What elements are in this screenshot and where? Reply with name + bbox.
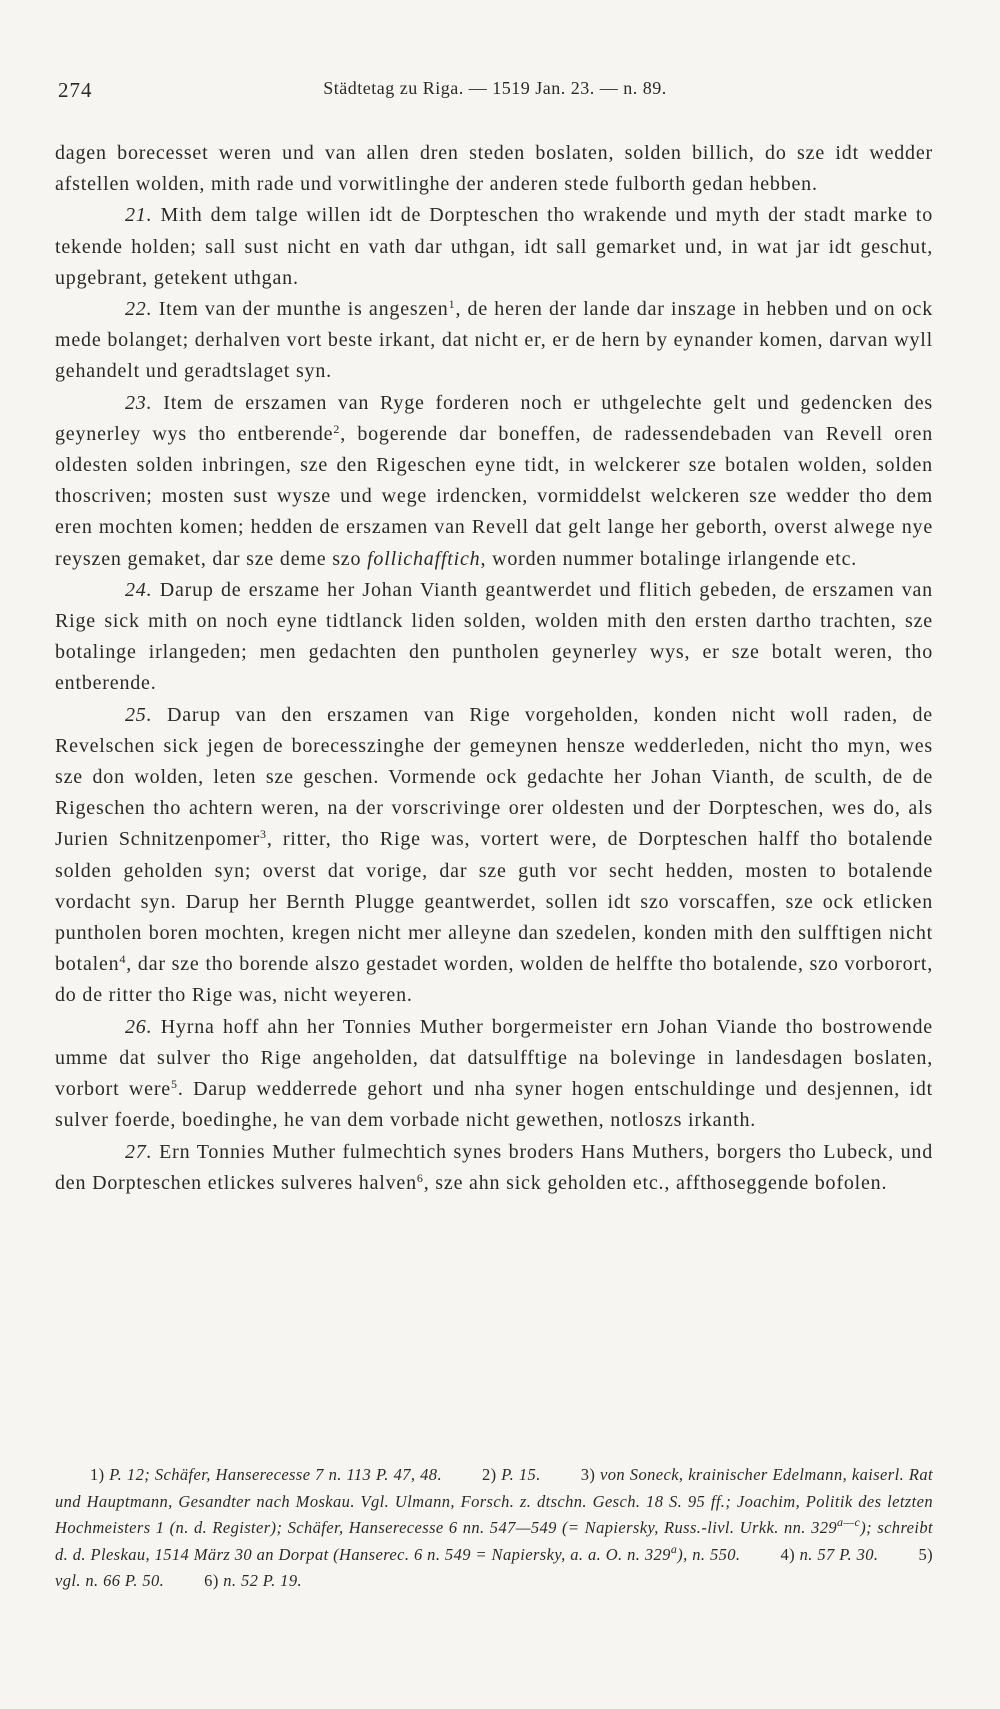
footnote-ref: 3 bbox=[260, 827, 267, 842]
paragraph-number: 22. bbox=[125, 298, 153, 321]
paragraph-text: Item de erszamen van Ryge forderen noch er uthgelechte gelt und gedencken des geynerley wys tho entberende bbox=[55, 391, 933, 445]
paragraph-number: 27. bbox=[125, 1140, 153, 1163]
footnote-ref: 6 bbox=[416, 1170, 424, 1185]
paragraph-27 bbox=[55, 1137, 933, 1199]
paragraph-text: . Darup wedderrede gehort und nha syner hogen entschuldinge und desjennen, idt sulver foerde, boedinghe, he van dem vorbade nicht gewethen, notloszs irkanth. bbox=[55, 1078, 933, 1132]
footnote-mark: 1) bbox=[90, 1465, 105, 1484]
main-text bbox=[55, 138, 933, 1199]
italic-word: follichafftich bbox=[367, 547, 481, 570]
paragraph-number: 23. bbox=[125, 391, 153, 414]
paragraph-text: Darup van den erszamen van Rige vorgeholden, konden nicht woll raden, de Revelschen sick jegen de borecesszinghe der gemeynen hensze wedderleden, nicht tho myn, wes sze don wolden, leten sze geschen. Vormende ock gedachte her Johan Vianth, de sculth, de de Rigeschen tho achtern weren, na der vorscrivinge orer oldesten und der Dorpteschen, wes do, als Jurien Schnitzenpomer bbox=[55, 703, 933, 851]
paragraph-text: , de heren der lande dar inszage in hebben und on ock mede bolanget; derhalven vort beste irkant, dat nicht er, er de hern by eynander komen, darvan wyll gehandelt und geradtslaget syn. bbox=[55, 298, 933, 383]
footnote-ref: 2 bbox=[333, 421, 341, 436]
running-head: Städtetag zu Riga. — 1519 Jan. 23. — n. 89. bbox=[323, 78, 667, 98]
paragraph-text: , ritter, tho Rige was, vortert were, de Dorpteschen halff tho botalende solden geholden syn; overst dat vorige, dar sze guth vor secht hedden, mosten to botalende vordacht syn. Darup her Bernth Plugge geantwerdet, sollen idt szo vorscaffen, sze ock etlicken puntholen boren mochten, kregen nicht mer alleyne dan szedelen, konden mith den sulfftigen nicht botalen bbox=[55, 828, 933, 976]
footnote-ref: 4 bbox=[119, 952, 127, 967]
paragraph-26 bbox=[55, 1012, 933, 1137]
page-header bbox=[55, 70, 935, 110]
footnote-mark: 5) bbox=[918, 1544, 934, 1564]
footnote-3-cont: ); schreibt d. d. Pleskau, 1514 März 30 an Dorpat (Hanserec. 6 n. 549 = Napiersky, a. a. O. n. 329 bbox=[55, 1518, 933, 1564]
paragraph-text: , dar sze tho borende alszo gestadet worden, wolden de helffte tho botalende, szo vorborort, do de ritter tho Rige was, nicht weyeren. bbox=[55, 953, 933, 1007]
paragraph-number: 21. bbox=[125, 204, 153, 227]
paragraph-text: Ern Tonnies Muther fulmechtich synes broders Hans Muthers, borgers tho Lubeck, und den Dorpteschen etlickes sulveres halven bbox=[55, 1140, 933, 1194]
paragraph-22 bbox=[55, 294, 933, 388]
footnote-2: P. 15. bbox=[501, 1465, 541, 1484]
footnote-mark: 6) bbox=[204, 1571, 219, 1590]
paragraph-text: Item van der munthe is angeszen bbox=[158, 298, 449, 321]
footnote-1: P. 12; Schäfer, Hanserecesse 7 n. 113 P. 47, 48. bbox=[109, 1465, 442, 1484]
paragraph-24 bbox=[55, 575, 933, 700]
footnote-3: von Soneck, krainischer Edelmann, kaiserl. Rat und Hauptmann, Gesandter nach Moskau. Vgl. Ulmann, Forsch. z. dtschn. Gesch. 18 S. 95 ff.; Joachim, Politik des letzten Hochmeisters 1 (n. d. Register); Schäfer, Hanserecesse 6 nn. 547—549 (= Napiersky, Russ.-livl. Urkk. nn. 329 bbox=[55, 1465, 933, 1537]
footnote-mark: 2) bbox=[481, 1465, 497, 1484]
footnote-mark: 4) bbox=[780, 1544, 795, 1564]
paragraph-number: 24. bbox=[125, 578, 153, 601]
footnote-block bbox=[55, 1462, 933, 1595]
footnote-ref: 1 bbox=[448, 297, 456, 312]
paragraph-text: , worden nummer botalinge irlangende etc. bbox=[480, 547, 858, 570]
paragraph-text: Hyrna hoff ahn her Tonnies Muther borgermeister ern Johan Viande tho bostrowende umme dat sulver tho Rige angeholden, dat datsulfftige na bolevinge in landesdagen boslaten, vorbort were bbox=[55, 1015, 933, 1101]
page-number: 274 bbox=[58, 78, 93, 102]
paragraph-25 bbox=[55, 700, 933, 1012]
paragraph-text: Mith dem talge willen idt de Dorpteschen tho wrakende und myth der stadt marke to tekende holden; sall sust nicht en vath dar uthgan, idt sall gemarket und, in wat jar idt geschut, upgebrant, getekent uthgan. bbox=[55, 204, 933, 289]
paragraph-23 bbox=[55, 388, 933, 575]
footnote-5: vgl. n. 66 P. 50. bbox=[55, 1571, 165, 1590]
paragraph-text: , bogerende dar boneffen, de radessendebaden van Revell oren oldesten solden inbringen, sze den Rigeschen eyne tidt, in welckerer sze botalen wolden, solden thoscriven; mosten sust wysze und wege irdencken, vormiddelst welckeren sze wedder tho dem eren mochten komen; hedden de erszamen van Revell dat gelt lange her geborth, overst alwege nye reyszen gemaket, dar sze deme szo bbox=[55, 422, 933, 570]
paragraph-number: 25. bbox=[125, 703, 153, 726]
footnote-superscript: a bbox=[670, 1541, 678, 1556]
paragraph-21 bbox=[55, 200, 933, 294]
footnote-4: n. 57 P. 30. bbox=[799, 1544, 879, 1564]
paragraph-text: Darup de erszame her Johan Vianth geantwerdet und flitich gebeden, de erszamen van Rige sick mith on noch eyne tidtlanck liden solden, wolden mith den ersten dartho trachten, sze botalinge irlangeden; men gedachten den puntholen geynerley wys, er sze botalt weren, tho entberende. bbox=[55, 578, 933, 695]
footnote-3-end: ), n. 550. bbox=[677, 1544, 741, 1564]
paragraph-intro: dagen borecesset weren und van allen dren steden boslaten, solden billich, do sze idt wedder afstellen wolden, mith rade und vorwitlinghe der anderen stede fulborth gedan hebben. bbox=[55, 142, 933, 196]
footnote-6: n. 52 P. 19. bbox=[223, 1571, 303, 1590]
paragraph-number: 26. bbox=[125, 1015, 153, 1038]
footnotes bbox=[55, 1462, 933, 1595]
paragraph-text: , sze ahn sick geholden etc., affthoseggende bofolen. bbox=[423, 1171, 888, 1194]
footnote-ref: 5 bbox=[171, 1077, 178, 1092]
footnote-superscript: a—c bbox=[837, 1515, 861, 1529]
footnote-mark: 3) bbox=[580, 1465, 596, 1484]
